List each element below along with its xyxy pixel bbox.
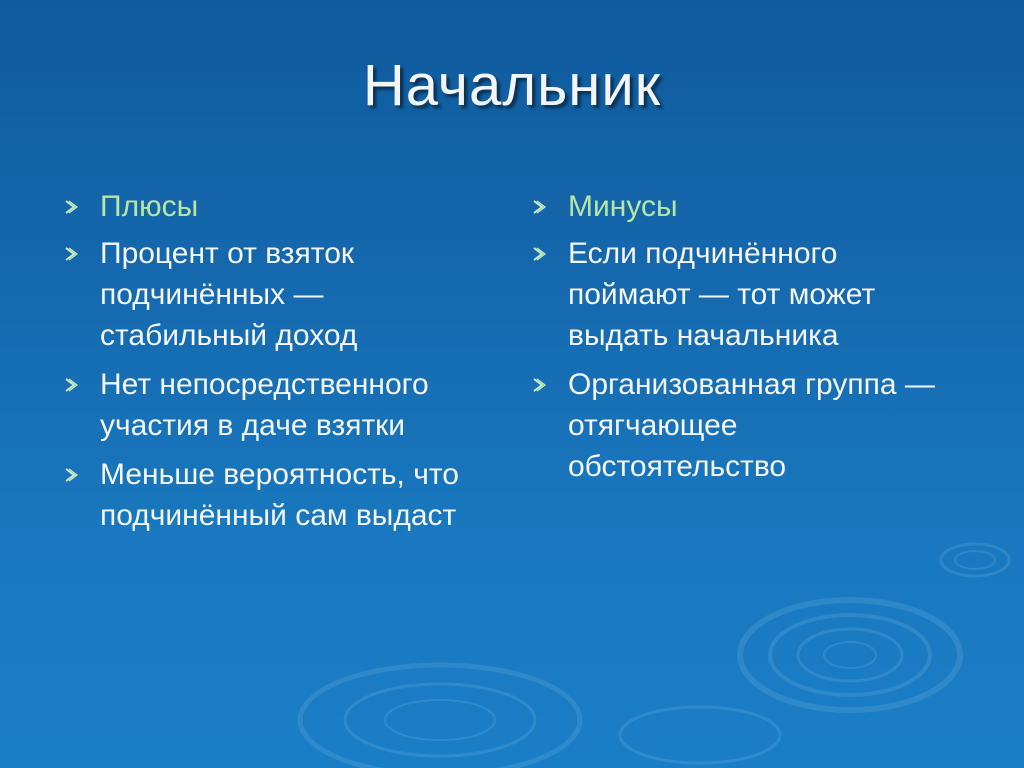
list-item — [62, 364, 482, 446]
chevron-arrow-icon — [62, 466, 80, 484]
list-item — [62, 454, 482, 536]
cons-heading-text: Минусы — [568, 190, 678, 223]
chevron-arrow-icon — [530, 376, 548, 394]
pros-heading — [62, 186, 482, 227]
list-item — [530, 233, 950, 356]
chevron-arrow-icon — [530, 198, 548, 216]
list-item-text: Организованная группа — отягчающее обстоятельство — [568, 368, 935, 483]
slide-title: Начальник — [362, 53, 662, 118]
cons-list — [530, 186, 950, 495]
list-item — [62, 233, 482, 356]
list-item-text: Если подчинённого поймают — тот может выдать начальника — [568, 237, 876, 352]
chevron-arrow-icon — [62, 376, 80, 394]
pros-list — [62, 186, 482, 544]
chevron-arrow-icon — [530, 245, 548, 263]
list-item-text: Процент от взяток подчинённых — стабильный доход — [100, 237, 358, 352]
list-item-text: Нет непосредственного участия в даче взятки — [100, 368, 429, 442]
list-item — [530, 364, 950, 487]
chevron-arrow-icon — [62, 198, 80, 216]
pros-heading-text: Плюсы — [100, 190, 199, 223]
list-item-text: Меньше вероятность, что подчинённый сам выдаст — [100, 458, 459, 532]
chevron-arrow-icon — [62, 245, 80, 263]
cons-heading — [530, 186, 950, 227]
